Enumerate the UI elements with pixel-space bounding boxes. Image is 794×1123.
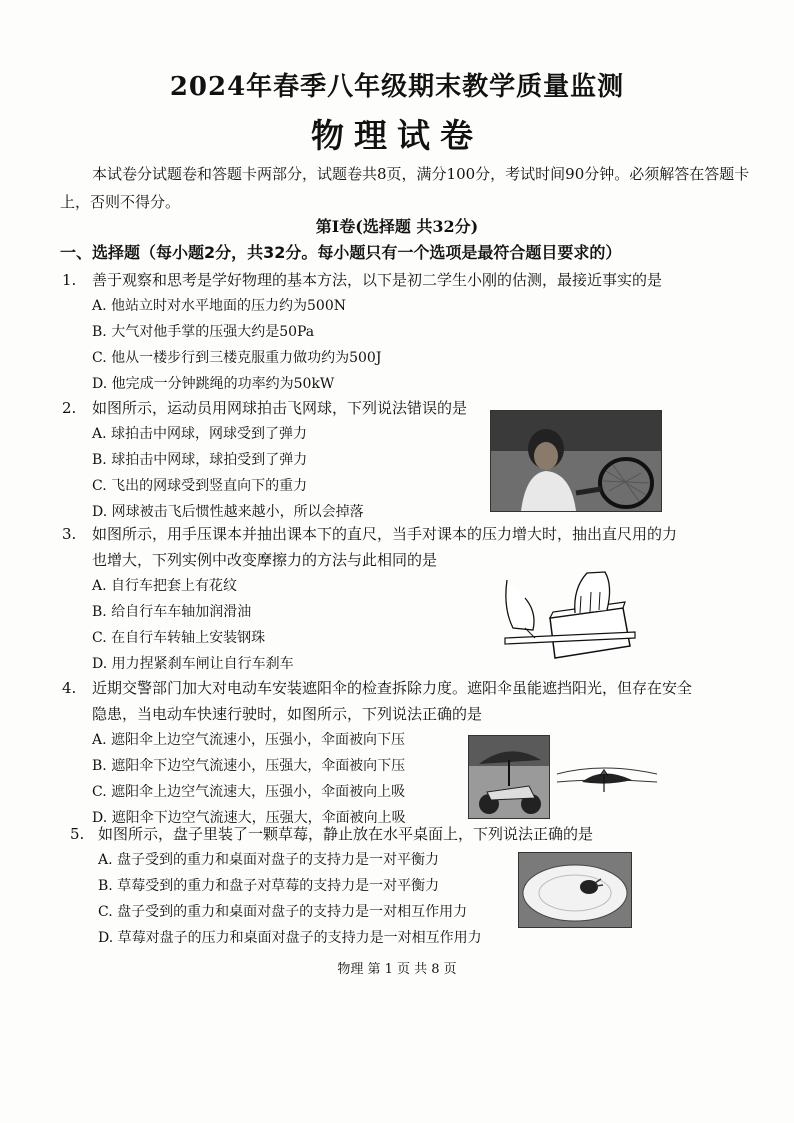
question-number: 2. — [62, 399, 77, 417]
question-number: 3. — [62, 525, 77, 543]
question-number: 4. — [62, 679, 77, 697]
question-text-cont: 隐患，当电动车快速行驶时，如图所示，下列说法正确的是 — [92, 705, 483, 723]
option-a: A. 球拍击中网球，网球受到了弹力 — [92, 426, 308, 442]
option-d: D. 用力捏紧刹车闸让自行车刹车 — [92, 656, 294, 672]
question-text: 如图所示，用手压课本并抽出课本下的直尺，当手对课本的压力增大时，抽出直尺用的力 — [92, 525, 678, 543]
option-c: C. 遮阳伞上边空气流速大，压强小，伞面被向上吸 — [92, 784, 406, 800]
exam-instructions: 本试卷分试题卷和答题卡两部分，试题卷共8页，满分100分，考试时间90分钟。必须解答在答题卡上，否则不得分。 — [60, 165, 750, 211]
question-text-cont: 也增大，下列实例中改变摩擦力的方法与此相同的是 — [92, 551, 438, 569]
option-a: A. 遮阳伞上边空气流速小，压强小，伞面被向下压 — [92, 732, 406, 748]
question-text: 如图所示，盘子里装了一颗草莓，静止放在水平桌面上，下列说法正确的是 — [98, 825, 594, 843]
question-text: 近期交警部门加大对电动车安装遮阳伞的检查拆除力度。遮阳伞虽能遮挡阳光，但存在安全 — [92, 679, 693, 697]
option-c: C. 盘子受到的重力和桌面对盘子的支持力是一对相互作用力 — [98, 904, 468, 920]
tennis-player-photo — [490, 410, 662, 512]
question-number: 1. — [62, 271, 77, 289]
page-footer: 物理 第 1 页 共 8 页 — [337, 962, 457, 977]
option-c: C. 飞出的网球受到竖直向下的重力 — [92, 478, 308, 494]
scooter-umbrella-photo — [468, 735, 550, 819]
option-b: B. 球拍击中网球，球拍受到了弹力 — [92, 452, 308, 468]
part-heading: 一、选择题（每小题2分，共32分。每小题只有一个选项是最符合题目要求的） — [60, 243, 622, 262]
exam-title: 2024年春季八年级期末教学质量监测 — [169, 72, 625, 102]
option-c: C. 在自行车转轴上安装钢珠 — [92, 630, 266, 646]
airfoil-diagram — [552, 760, 662, 800]
option-c: C. 他从一楼步行到三楼克服重力做功约为500J — [92, 350, 382, 366]
option-b: B. 草莓受到的重力和盘子对草莓的支持力是一对平衡力 — [98, 878, 440, 894]
exam-subtitle: 物理试卷 — [311, 116, 483, 155]
plate-strawberry-photo — [518, 852, 632, 928]
option-b: B. 遮阳伞下边空气流速小，压强大，伞面被向下压 — [92, 758, 406, 774]
option-b: B. 大气对他手掌的压强大约是50Pa — [92, 324, 315, 340]
option-d: D. 网球被击飞后惯性越来越小，所以会掉落 — [92, 504, 364, 520]
option-d: D. 遮阳伞下边空气流速大，压强大，伞面被向上吸 — [92, 810, 406, 826]
option-d: D. 他完成一分钟跳绳的功率约为50kW — [92, 376, 335, 392]
question-text: 善于观察和思考是学好物理的基本方法，以下是初二学生小刚的估测，最接近事实的是 — [92, 271, 663, 289]
question-number: 5. — [70, 825, 85, 843]
hand-book-ruler-figure — [495, 568, 645, 668]
option-b: B. 给自行车车轴加润滑油 — [92, 604, 252, 620]
section-heading: 第Ⅰ卷(选择题 共32分) — [315, 217, 479, 236]
question-text: 如图所示，运动员用网球拍击飞网球，下列说法错误的是 — [92, 399, 468, 417]
option-d: D. 草莓对盘子的压力和桌面对盘子的支持力是一对相互作用力 — [98, 930, 482, 946]
option-a: A. 他站立时对水平地面的压力约为500N — [92, 298, 346, 314]
option-a: A. 自行车把套上有花纹 — [92, 578, 238, 594]
option-a: A. 盘子受到的重力和桌面对盘子的支持力是一对平衡力 — [98, 852, 440, 868]
